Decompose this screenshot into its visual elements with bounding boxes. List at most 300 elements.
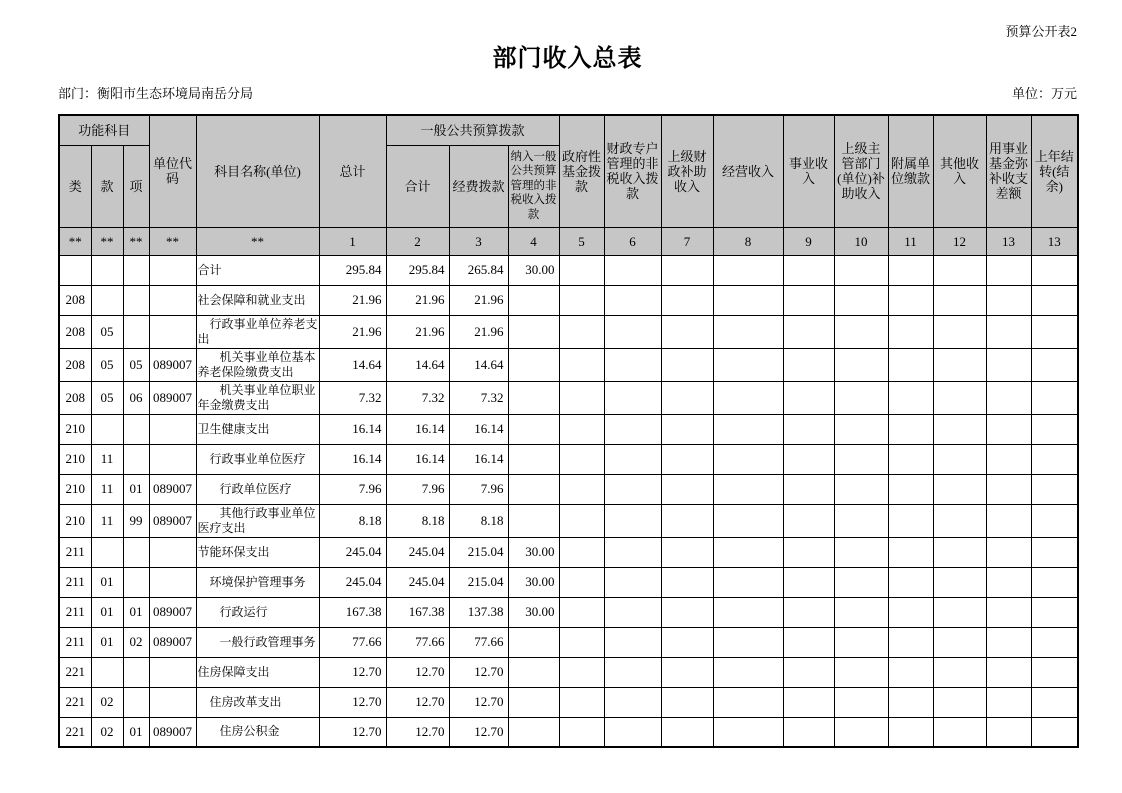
table-row [59,315,1078,348]
cell-value [933,381,986,414]
cell-value [508,687,559,717]
cell-lei [59,255,91,285]
cell-lei: 211 [59,537,91,567]
cell-unit-code [149,444,196,474]
cell-value: 7.96 [319,474,386,504]
cell-kuan: 11 [91,504,123,537]
cell-xiang: 05 [123,348,149,381]
cell-value [713,348,783,381]
table-row [59,597,1078,627]
cell-value [986,504,1031,537]
cell-lei: 210 [59,444,91,474]
cell-value [888,474,933,504]
cell-value [933,348,986,381]
cell-subject-name: 节能环保支出 [196,537,319,567]
cell-value [933,627,986,657]
cell-value [834,348,888,381]
cell-xiang [123,444,149,474]
cell-kuan: 05 [91,315,123,348]
col-index-cell: 1 [319,227,386,255]
col-index-cell: ** [91,227,123,255]
cell-value [834,687,888,717]
col-index-cell: ** [59,227,91,255]
cell-subject-name: 行政运行 [196,597,319,627]
cell-value: 8.18 [319,504,386,537]
cell-value [783,717,834,747]
cell-value [1031,255,1078,285]
cell-value [559,255,604,285]
cell-value [933,597,986,627]
cell-kuan: 11 [91,474,123,504]
col-index-cell: ** [196,227,319,255]
cell-value [933,504,986,537]
cell-value: 21.96 [386,285,449,315]
cell-lei: 210 [59,504,91,537]
cell-kuan: 01 [91,597,123,627]
cell-value: 21.96 [449,285,508,315]
cell-value [604,717,661,747]
col-index-cell: 3 [449,227,508,255]
cell-value [661,414,713,444]
cell-value [834,474,888,504]
cell-value [559,717,604,747]
cell-value [1031,567,1078,597]
cell-value [1031,315,1078,348]
cell-value: 12.70 [386,657,449,687]
cell-xiang [123,687,149,717]
cell-value [508,381,559,414]
cell-value [1031,627,1078,657]
cell-value [783,537,834,567]
col-header-grand-total: 总计 [319,115,386,227]
col-index-cell: ** [123,227,149,255]
cell-value: 16.14 [449,444,508,474]
cell-value [986,537,1031,567]
cell-value [888,315,933,348]
cell-kuan [91,255,123,285]
cell-value [986,687,1031,717]
cell-value [834,255,888,285]
cell-value [713,285,783,315]
cell-value [661,285,713,315]
cell-value [783,255,834,285]
table-row [59,687,1078,717]
cell-kuan [91,285,123,315]
cell-value: 21.96 [319,285,386,315]
cell-value [834,627,888,657]
cell-value [604,414,661,444]
cell-value [834,315,888,348]
cell-value [661,567,713,597]
cell-lei: 208 [59,315,91,348]
cell-xiang: 01 [123,474,149,504]
cell-lei: 221 [59,657,91,687]
cell-value: 30.00 [508,597,559,627]
cell-value [661,348,713,381]
cell-value: 7.96 [386,474,449,504]
cell-kuan: 11 [91,444,123,474]
cell-value: 245.04 [319,537,386,567]
cell-value [604,504,661,537]
cell-unit-code [149,567,196,597]
cell-value [508,315,559,348]
cell-value [559,348,604,381]
table-row [59,717,1078,747]
cell-value [933,537,986,567]
cell-value [713,627,783,657]
cell-lei: 210 [59,474,91,504]
cell-subject-name: 住房公积金 [196,717,319,747]
table-row [59,504,1078,537]
cell-value [559,444,604,474]
cell-value: 265.84 [449,255,508,285]
table-row [59,657,1078,687]
table-row [59,255,1078,285]
cell-xiang: 02 [123,627,149,657]
cell-value [933,567,986,597]
cell-unit-code: 089007 [149,381,196,414]
table-row [59,567,1078,597]
table-row [59,627,1078,657]
cell-value [1031,348,1078,381]
cell-value: 7.32 [449,381,508,414]
cell-value [559,285,604,315]
cell-value [888,504,933,537]
col-header-functional-subject: 功能科目 [59,115,149,145]
cell-value [834,537,888,567]
cell-value [661,315,713,348]
col-header-general-public-budget: 一般公共预算拨款 [386,115,559,145]
corner-note: 预算公开表2 [1005,24,1077,39]
cell-subject-name: 机关事业单位基本养老保险缴费支出 [196,348,319,381]
cell-value [783,348,834,381]
cell-value [1031,717,1078,747]
cell-value [508,348,559,381]
cell-value: 16.14 [319,414,386,444]
cell-value [933,315,986,348]
cell-value [713,315,783,348]
cell-value: 7.32 [386,381,449,414]
col-index-cell: ** [149,227,196,255]
table-row [59,537,1078,567]
col-index-cell: 13 [986,227,1031,255]
income-summary-table [58,114,1079,748]
cell-value [713,255,783,285]
cell-xiang [123,414,149,444]
cell-value [834,285,888,315]
cell-value [783,627,834,657]
cell-subject-name: 住房保障支出 [196,657,319,687]
cell-lei: 211 [59,597,91,627]
cell-value [508,657,559,687]
cell-unit-code [149,657,196,687]
cell-xiang [123,255,149,285]
cell-value [604,315,661,348]
cell-value [661,717,713,747]
cell-subject-name: 社会保障和就业支出 [196,285,319,315]
cell-value [559,474,604,504]
cell-lei: 208 [59,348,91,381]
cell-value [713,474,783,504]
cell-value [783,474,834,504]
cell-value [604,687,661,717]
col-index-cell: 2 [386,227,449,255]
cell-value [559,414,604,444]
cell-value [986,255,1031,285]
cell-xiang [123,657,149,687]
cell-unit-code [149,537,196,567]
table-row [59,474,1078,504]
cell-value: 215.04 [449,567,508,597]
cell-value [783,504,834,537]
cell-value: 16.14 [386,444,449,474]
col-header-gov-fund: 政府性基金拨款 [559,115,604,227]
cell-value [559,687,604,717]
cell-value [604,597,661,627]
cell-value [933,474,986,504]
cell-lei: 210 [59,414,91,444]
cell-xiang [123,537,149,567]
col-header-xiang: 项 [123,145,149,227]
department-label: 部门：衡阳市生态环境局南岳分局 [58,86,254,101]
cell-value [559,567,604,597]
col-index-cell: 13 [1031,227,1078,255]
cell-value: 295.84 [319,255,386,285]
cell-value [783,657,834,687]
cell-value: 245.04 [319,567,386,597]
cell-value: 7.96 [449,474,508,504]
col-header-kuan: 款 [91,145,123,227]
table-row [59,348,1078,381]
cell-value: 14.64 [319,348,386,381]
page-title: 部门收入总表 [492,45,643,72]
cell-value [559,597,604,627]
cell-value [559,381,604,414]
cell-value [888,567,933,597]
cell-xiang: 99 [123,504,149,537]
cell-value: 77.66 [386,627,449,657]
col-header-business-income: 事业收入 [783,115,834,227]
cell-kuan: 02 [91,717,123,747]
cell-value [604,444,661,474]
cell-value [661,537,713,567]
cell-value [661,474,713,504]
cell-value: 14.64 [386,348,449,381]
table-header [59,115,1078,255]
cell-value [508,285,559,315]
cell-value [888,537,933,567]
col-header-gpb-fee: 经费拨款 [449,145,508,227]
cell-kuan [91,657,123,687]
cell-value [1031,381,1078,414]
col-index-cell: 12 [933,227,986,255]
cell-subject-name: 卫生健康支出 [196,414,319,444]
col-index-cell: 4 [508,227,559,255]
col-header-affiliated-payments: 附属单位缴款 [888,115,933,227]
cell-value [713,504,783,537]
header-index-row [59,227,1078,255]
cell-value: 21.96 [449,315,508,348]
col-index-cell: 6 [604,227,661,255]
table-body [59,255,1078,747]
cell-value [713,381,783,414]
cell-value [559,657,604,687]
cell-unit-code [149,414,196,444]
cell-value: 12.70 [449,687,508,717]
cell-value [986,414,1031,444]
cell-value [508,444,559,474]
cell-kuan: 01 [91,567,123,597]
cell-value [1031,597,1078,627]
cell-value: 12.70 [386,687,449,717]
cell-value [834,597,888,627]
cell-value [1031,504,1078,537]
table-row [59,444,1078,474]
cell-value [834,504,888,537]
cell-value [888,597,933,627]
col-header-gpb-total: 合计 [386,145,449,227]
cell-value [1031,285,1078,315]
cell-value [508,627,559,657]
cell-value [783,381,834,414]
cell-value [604,567,661,597]
cell-unit-code: 089007 [149,474,196,504]
cell-value [508,504,559,537]
cell-value: 12.70 [386,717,449,747]
cell-value [713,597,783,627]
cell-value: 245.04 [386,567,449,597]
col-index-cell: 9 [783,227,834,255]
cell-kuan: 01 [91,627,123,657]
cell-lei: 208 [59,285,91,315]
cell-subject-name: 行政事业单位养老支出 [196,315,319,348]
meta-row [58,86,1077,101]
cell-value [888,657,933,687]
cell-value [661,444,713,474]
cell-value: 30.00 [508,537,559,567]
cell-value [834,414,888,444]
cell-value: 16.14 [386,414,449,444]
cell-kuan: 02 [91,687,123,717]
cell-unit-code [149,315,196,348]
col-header-fund-deficit-makeup: 用事业基金弥补收支差额 [986,115,1031,227]
cell-value [713,717,783,747]
cell-value [888,348,933,381]
cell-value [783,567,834,597]
cell-value [888,285,933,315]
cell-value [986,348,1031,381]
cell-value: 21.96 [386,315,449,348]
cell-value: 12.70 [449,717,508,747]
col-header-higher-fiscal-subsidy: 上级财政补助收入 [661,115,713,227]
cell-subject-name: 环境保护管理事务 [196,567,319,597]
cell-value [1031,537,1078,567]
cell-value: 8.18 [449,504,508,537]
col-header-superior-dept-subsidy: 上级主管部门(单位)补助收入 [834,115,888,227]
cell-value [888,414,933,444]
cell-value: 12.70 [319,717,386,747]
cell-value [986,717,1031,747]
cell-value: 215.04 [449,537,508,567]
cell-value [986,567,1031,597]
cell-unit-code: 089007 [149,597,196,627]
sheet [58,0,1077,748]
cell-value [933,657,986,687]
cell-value [834,717,888,747]
cell-lei: 211 [59,627,91,657]
cell-value [604,627,661,657]
cell-value [713,537,783,567]
cell-value [834,381,888,414]
col-header-fiscal-account-nontax: 财政专户管理的非税收入拨款 [604,115,661,227]
cell-value [783,285,834,315]
cell-value [1031,657,1078,687]
cell-value [834,567,888,597]
cell-xiang [123,567,149,597]
cell-value [508,717,559,747]
col-header-operating-income: 经营收入 [713,115,783,227]
cell-value [783,414,834,444]
cell-value [834,444,888,474]
cell-value [986,627,1031,657]
cell-xiang [123,285,149,315]
cell-value [1031,474,1078,504]
cell-value [888,444,933,474]
cell-value [783,597,834,627]
cell-value [933,255,986,285]
cell-value [604,474,661,504]
cell-value [888,717,933,747]
cell-value [986,444,1031,474]
cell-subject-name: 其他行政事业单位医疗支出 [196,504,319,537]
cell-value [661,687,713,717]
cell-value: 8.18 [386,504,449,537]
cell-value: 137.38 [449,597,508,627]
cell-value [986,381,1031,414]
cell-subject-name: 行政事业单位医疗 [196,444,319,474]
cell-unit-code: 089007 [149,717,196,747]
col-index-cell: 7 [661,227,713,255]
cell-value [783,687,834,717]
cell-value: 167.38 [319,597,386,627]
cell-value [888,381,933,414]
cell-value [933,687,986,717]
cell-value [783,315,834,348]
cell-value [933,717,986,747]
cell-value [713,444,783,474]
cell-value [559,627,604,657]
cell-value [661,381,713,414]
col-index-cell: 8 [713,227,783,255]
col-header-prev-year-carryover: 上年结转(结余) [1031,115,1078,227]
cell-lei: 211 [59,567,91,597]
cell-value: 245.04 [386,537,449,567]
cell-value [1031,444,1078,474]
cell-value [604,657,661,687]
cell-value: 12.70 [449,657,508,687]
col-header-other-income: 其他收入 [933,115,986,227]
cell-kuan: 05 [91,381,123,414]
cell-unit-code: 089007 [149,627,196,657]
cell-value [604,255,661,285]
cell-value [888,687,933,717]
unit-label: 单位：万元 [1011,86,1077,101]
cell-unit-code: 089007 [149,504,196,537]
cell-value [986,657,1031,687]
cell-value [559,315,604,348]
cell-unit-code [149,255,196,285]
cell-lei: 208 [59,381,91,414]
